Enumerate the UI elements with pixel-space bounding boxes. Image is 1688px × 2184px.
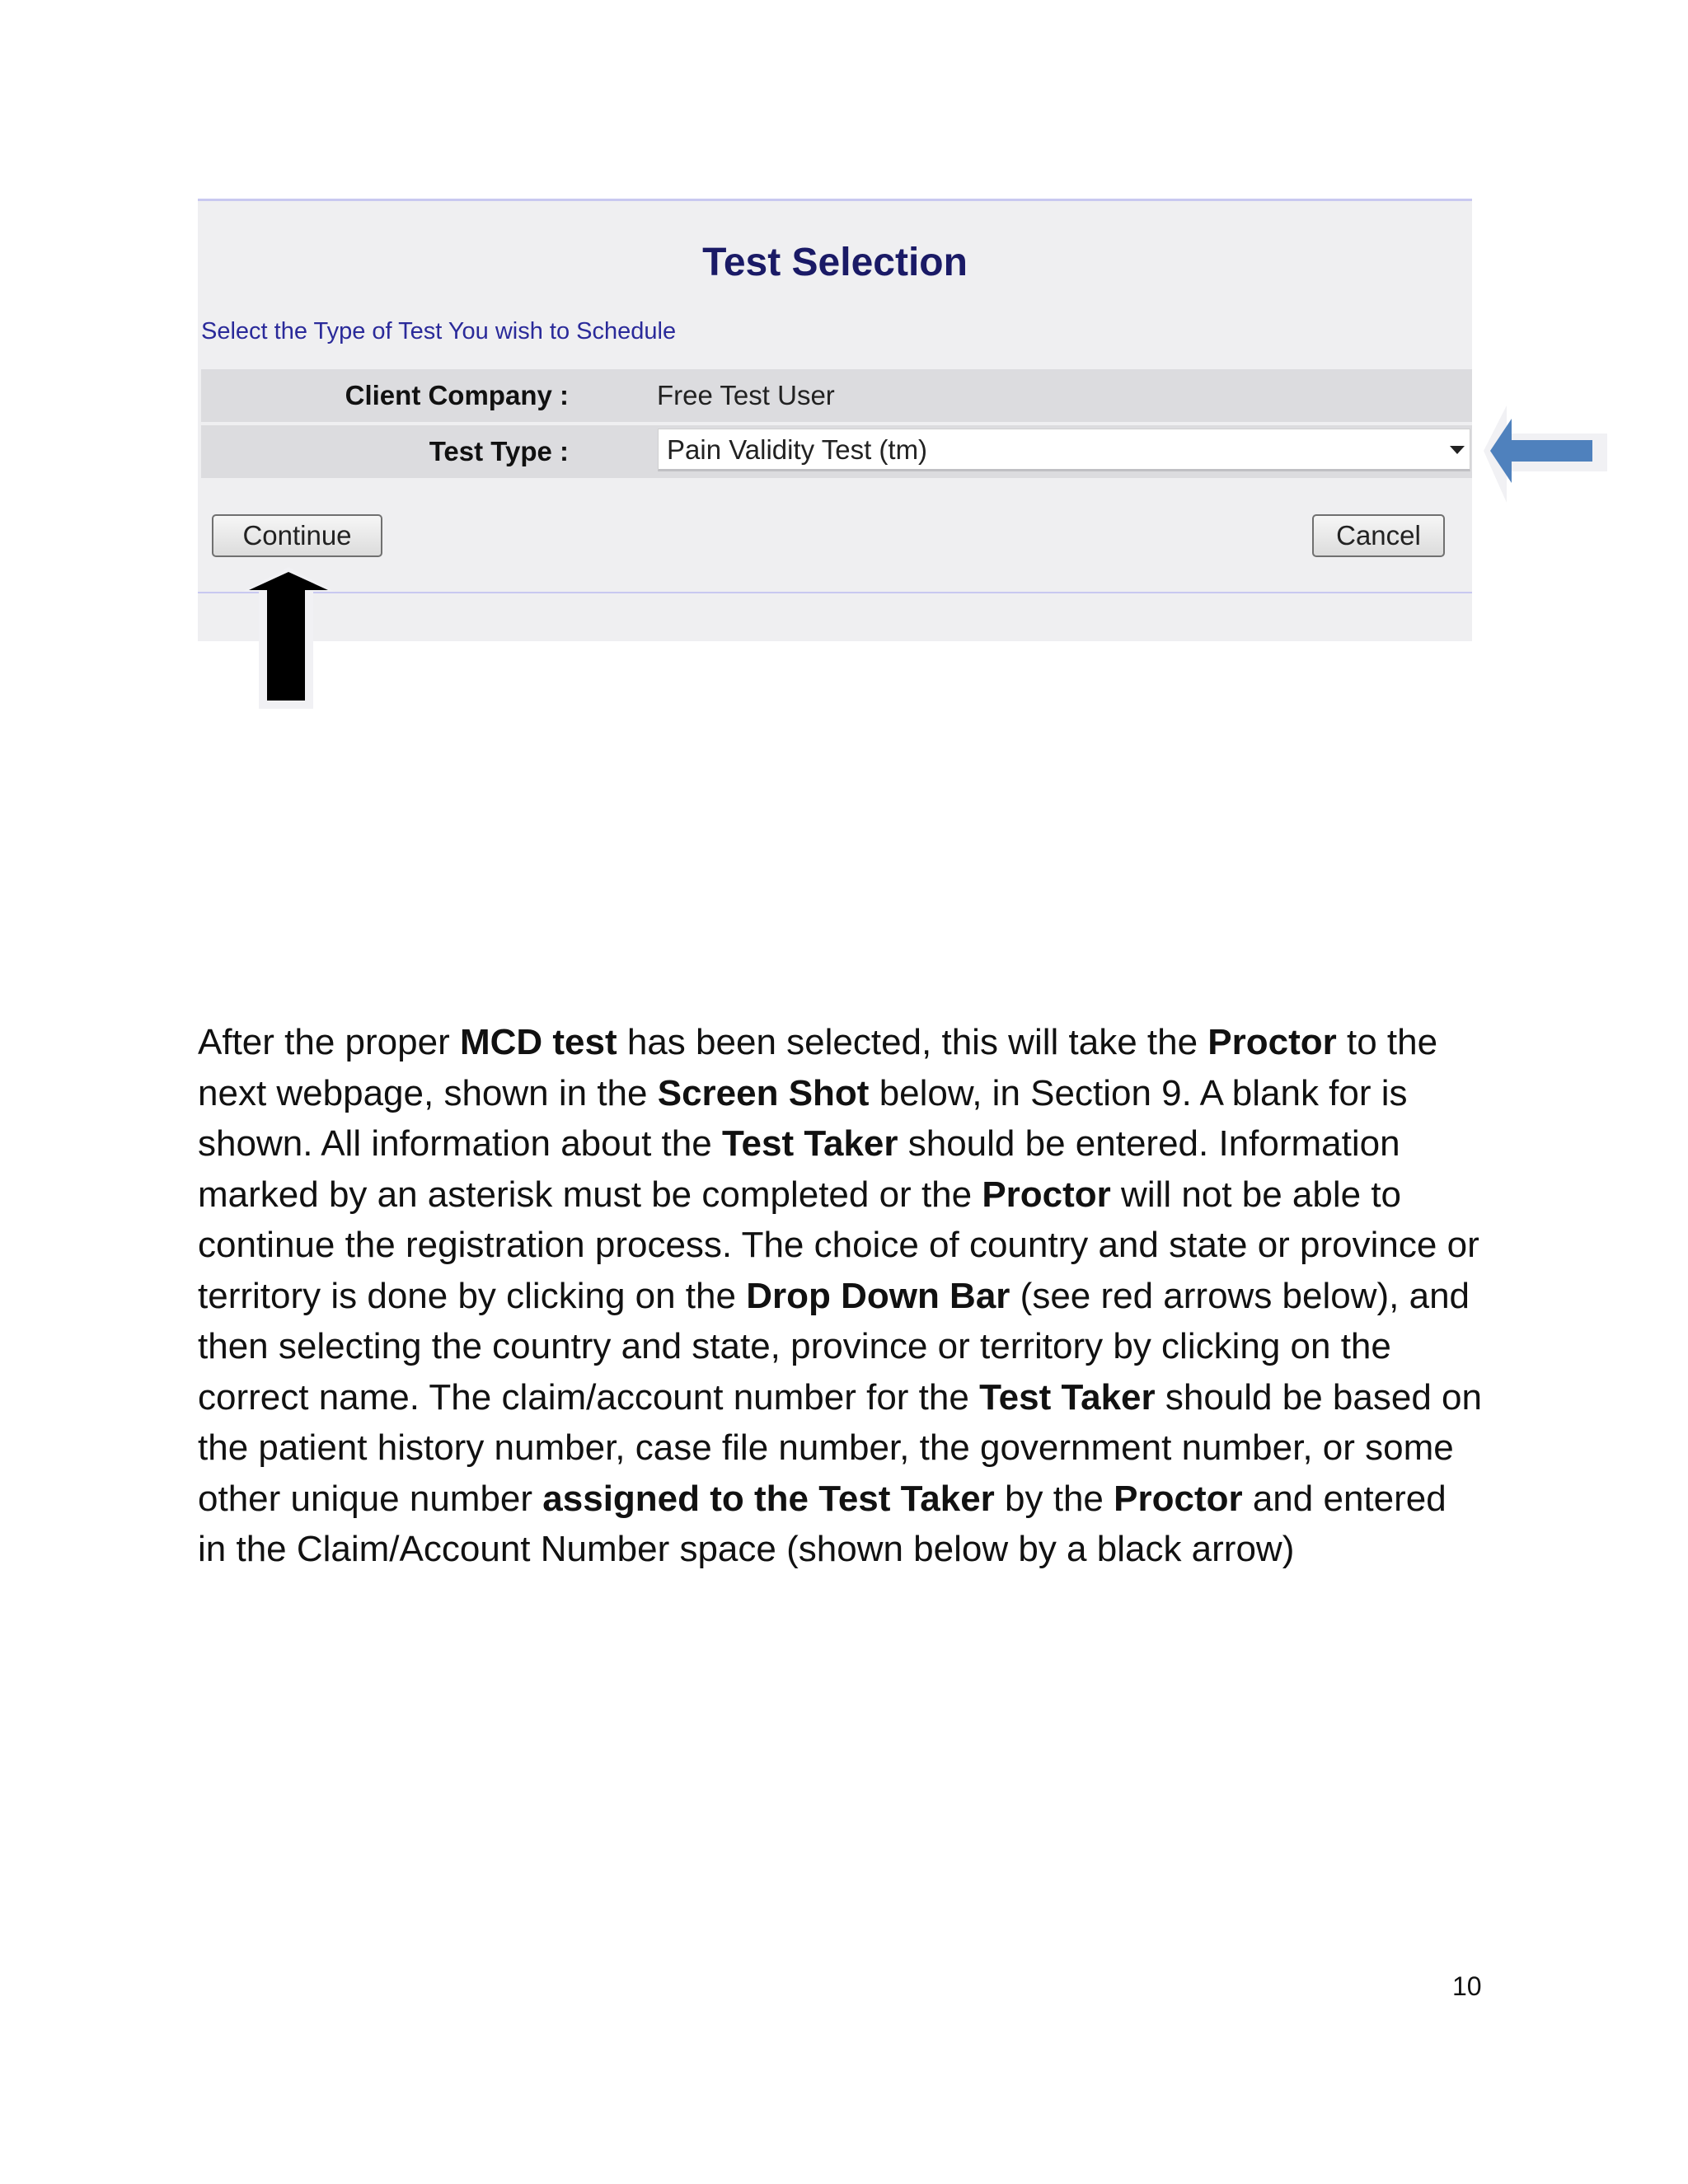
bold-text-run: Proctor: [1114, 1478, 1243, 1519]
bold-text-run: Test Taker: [979, 1376, 1156, 1418]
chevron-down-icon[interactable]: [1450, 446, 1465, 454]
text-run: by the: [994, 1478, 1114, 1519]
arrow-up-icon: [242, 567, 335, 709]
text-run: below, in Section 9. A blank for is shown. All information about the: [198, 1072, 1408, 1164]
text-run: (see red arrows below), and then selecting the country and state, province or territory by clicking on the correct name. The claim/account number for the: [198, 1275, 1470, 1418]
panel-top-divider: [198, 199, 1472, 201]
panel-bottom-divider: [198, 592, 1472, 593]
continue-button[interactable]: Continue: [212, 514, 382, 557]
instruction-paragraph: [198, 1017, 1484, 1575]
bold-text-run: Screen Shot: [657, 1072, 870, 1113]
test-type-label: Test Type :: [429, 436, 569, 466]
page-title: Test Selection: [702, 241, 968, 284]
text-run: will not be able to continue the registration process. The choice of country and state or province or territory is done by clicking on the: [198, 1174, 1479, 1316]
text-run: and entered in the Claim/Account Number space (shown below by a black arrow): [198, 1478, 1447, 1569]
test-selection-panel: [198, 199, 1472, 641]
test-type-selected-value: Pain Validity Test (tm): [667, 434, 928, 465]
bold-text-run: assigned to the Test Taker: [542, 1478, 995, 1519]
bold-text-run: Drop Down Bar: [746, 1275, 1010, 1316]
text-run: has been selected, this will take the: [617, 1022, 1208, 1062]
arrow-left-icon: [1484, 405, 1607, 503]
bold-text-run: MCD test: [459, 1022, 617, 1062]
text-run: should be based on the patient history number, case file number, the government number, or some other unique number: [198, 1376, 1482, 1519]
instruction-text: [198, 1017, 1484, 1575]
bold-text-run: Proctor: [982, 1174, 1111, 1215]
test-type-select[interactable]: [658, 429, 1470, 471]
client-company-row: [201, 369, 1472, 422]
bold-text-run: Test Taker: [721, 1123, 898, 1164]
client-company-value: Free Test User: [657, 380, 835, 410]
client-company-label: Client Company :: [345, 380, 569, 410]
cancel-button[interactable]: Cancel: [1312, 514, 1445, 557]
bold-text-run: Proctor: [1207, 1022, 1337, 1062]
page-number: 10: [1452, 1971, 1482, 2001]
text-run: After the proper: [198, 1022, 460, 1062]
test-type-row: [201, 425, 1472, 478]
panel-subtitle: Select the Type of Test You wish to Schedule: [201, 318, 677, 344]
text-run: to the next webpage, shown in the: [198, 1022, 1438, 1113]
text-run: should be entered. Information marked by an asterisk must be completed or the: [198, 1123, 1400, 1215]
